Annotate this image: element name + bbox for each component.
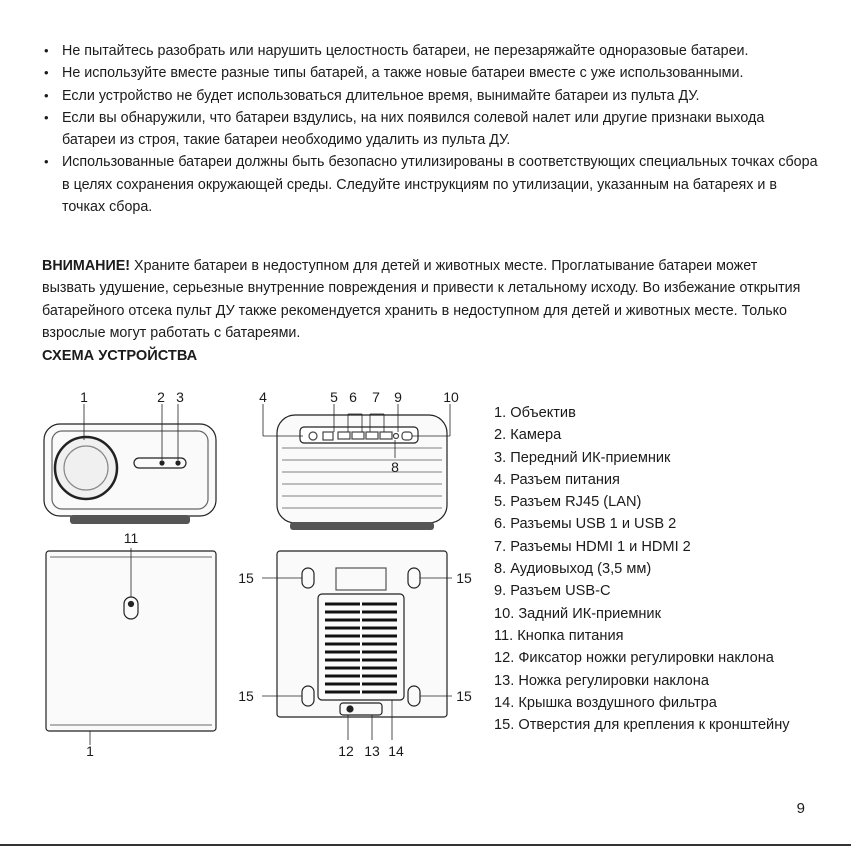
- list-item: 4. Разъем питания: [494, 471, 620, 488]
- callout-15: 15: [238, 570, 254, 586]
- list-item: • Если устройство не будет использоваться длительное время, вынимайте батареи из пульта ДУ.: [42, 85, 822, 107]
- list-item: 1. Объектив: [494, 405, 576, 421]
- callout-1: 1: [86, 743, 94, 759]
- callout-15: 15: [456, 688, 472, 704]
- section-title: СХЕМА УСТРОЙСТВА: [42, 348, 198, 364]
- list-item: • Использованные батареи должны быть безопасно утилизированы в соответствующих специальных точках сбора в целях сохранения окружающей среды. Следуйте инструкциям по утилизации, указанным на батареях и в точках сбора.: [42, 151, 822, 218]
- callout-5: 5: [330, 389, 338, 405]
- list-item: 5. Разъем RJ45 (LAN): [494, 494, 642, 511]
- front-view-drawing: [44, 404, 216, 524]
- list-item: 8. Аудиовыход (3,5 мм): [494, 561, 652, 578]
- list-item: 10. Задний ИК-приемник: [494, 605, 661, 622]
- callout-12: 12: [338, 743, 354, 759]
- battery-safety-list: [42, 40, 822, 218]
- callout-4: 4: [259, 389, 267, 405]
- parts-legend: [494, 402, 790, 736]
- footer-divider: [0, 844, 851, 846]
- list-item: 15. Отверстия для крепления к кронштейну: [494, 717, 790, 734]
- callout-14: 14: [388, 743, 404, 759]
- list-item: • Если вы обнаружили, что батареи вздулись, на них появился солевой налет или другие признаки выхода батареи из строя, такие батареи необходимо удалить из пульта ДУ.: [42, 107, 822, 152]
- list-item: 6. Разъемы USB 1 и USB 2: [494, 516, 677, 533]
- list-item: • Не используйте вместе разные типы батарей, а также новые батареи вместе с уже использованными.: [42, 62, 822, 84]
- device-diagram: [0, 380, 490, 770]
- list-item: 3. Передний ИК-приемник: [494, 449, 671, 466]
- warning-label: ВНИМАНИЕ!: [42, 258, 131, 274]
- list-item: 2. Камера: [494, 427, 562, 444]
- callout-7: 7: [372, 389, 380, 405]
- warning-paragraph: [42, 255, 812, 344]
- rear-view-drawing: [263, 404, 450, 530]
- list-item: 11. Кнопка питания: [494, 627, 624, 644]
- list-item: 7. Разъемы HDMI 1 и HDMI 2: [494, 538, 691, 555]
- callout-11: 11: [123, 530, 139, 546]
- callout-8: 8: [391, 459, 399, 475]
- list-item: 14. Крышка воздушного фильтра: [494, 694, 717, 711]
- callout-1: 1: [80, 389, 88, 405]
- callout-2: 2: [157, 389, 165, 405]
- callout-13: 13: [364, 743, 380, 759]
- bottom-view-drawing: [262, 551, 452, 740]
- callout-15: 15: [238, 688, 254, 704]
- list-item: 13. Ножка регулировки наклона: [494, 672, 709, 689]
- list-item: 9. Разъем USB-C: [494, 583, 611, 600]
- page-number: 9: [796, 800, 805, 817]
- list-item: 12. Фиксатор ножки регулировки наклона: [494, 650, 774, 667]
- side-view-drawing: [46, 548, 216, 731]
- callout-10: 10: [443, 389, 459, 405]
- warning-text: Храните батареи в недоступном для детей и животных месте. Проглатывание батареи может вызвать удушение, серьезные внутренние повреждения и привести к летальному исходу. Во избежание открытия батарейного отсека пульт ДУ также рекомендуется хранить в недоступном для детей и животных месте. Только взрослые могут работать с батареями.: [42, 258, 801, 341]
- list-item: • Не пытайтесь разобрать или нарушить целостность батареи, не перезаряжайте одноразовые батареи.: [42, 40, 822, 62]
- callout-9: 9: [394, 389, 402, 405]
- callout-15: 15: [456, 570, 472, 586]
- callout-6: 6: [349, 389, 357, 405]
- callout-3: 3: [176, 389, 184, 405]
